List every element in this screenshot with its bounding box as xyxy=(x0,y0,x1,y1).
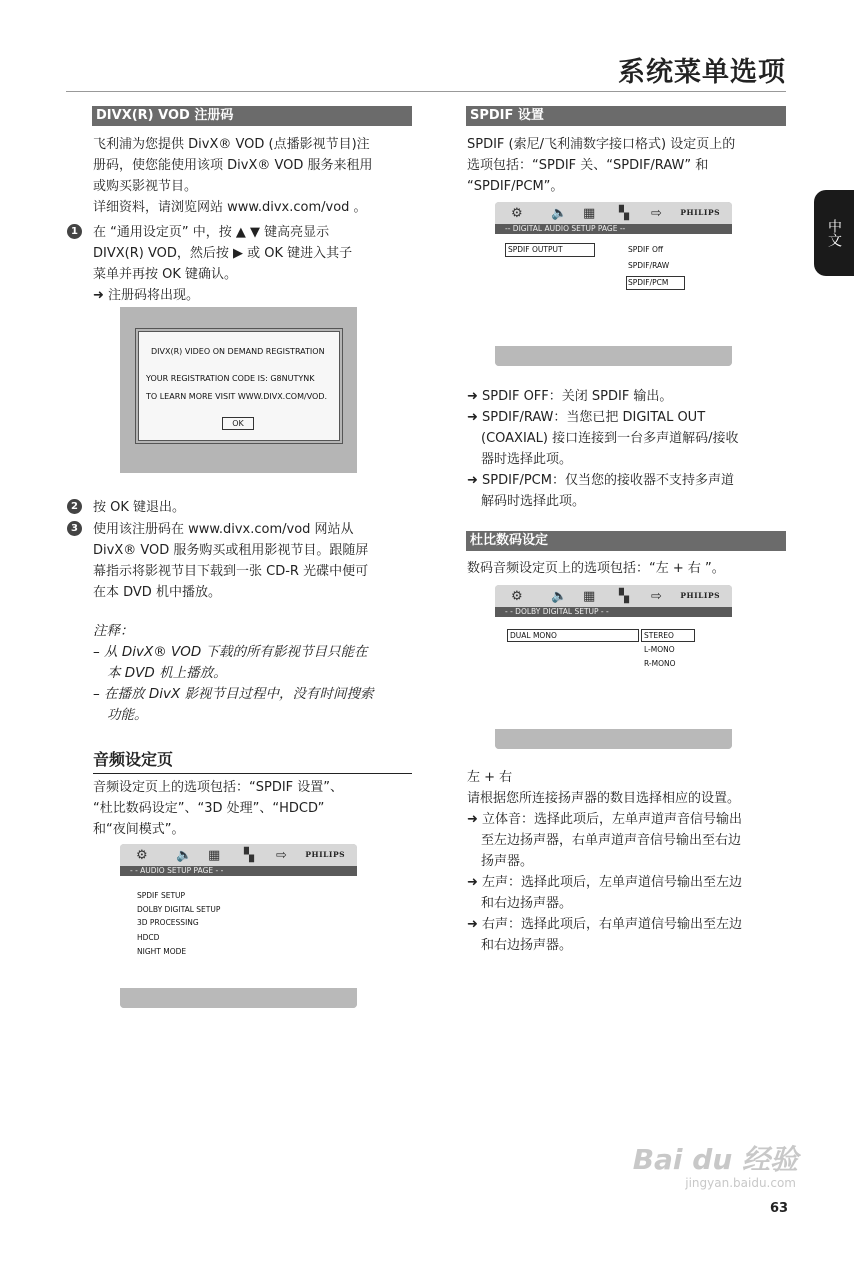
step-number-1: 1 xyxy=(67,224,82,239)
exit-arrow-icon: ⇨ xyxy=(651,206,662,221)
language-tab: 中文 xyxy=(814,190,854,276)
menu-item-dolby-digital-setup[interactable]: DOLBY DIGITAL SETUP xyxy=(137,905,221,914)
audio-heading: 音频设定页 xyxy=(93,747,412,774)
spdif-heading: SPDIF 设置 xyxy=(466,106,786,126)
dolby-sub-label: 左 + 右 xyxy=(467,770,513,785)
speaker-icon: 🔈 xyxy=(551,206,568,221)
right-mono-item: ➜ 右声：选择此项后，右单声道信号输出至左边 xyxy=(467,917,743,932)
screen-icon: ▦ xyxy=(208,848,221,863)
menu-item-night-mode[interactable]: NIGHT MODE xyxy=(137,947,187,956)
divx-step-2: 2 按 OK 键退出。 xyxy=(93,497,423,518)
option-spdif-raw[interactable]: SPDIF/RAW xyxy=(628,261,670,270)
step-number-3: 3 xyxy=(67,521,82,536)
divx-note: 注释： – 从 DivX® VOD 下载的所有影视节目只能在 本 DVD 机上播放。 – 在播放 DivX 影视节目过程中，没有时间搜索 功能。 xyxy=(93,621,423,726)
dolby-details: 左 + 右 请根据您所连接扬声器的数目选择相应的设置。 ➜ 立体音：选择此项后，左单声道声音信号输出 至左边扬声器，右单声道声音信号输出至右边 扬声器。 ➜ 左声：选择此项后，左单声道信号输出至左边 和右边扬声器。 ➜ 右声：选择此项后，右单声道信号输出至左边 和右边扬声器。 xyxy=(467,767,797,956)
screen-icon: ▦ xyxy=(583,589,596,604)
option-spdif-pcm[interactable]: SPDIF/PCM xyxy=(628,278,669,287)
exit-arrow-icon: ⇨ xyxy=(276,848,287,863)
learn-more-text: TO LEARN MORE VISIT WWW.DIVX.COM/VOD. xyxy=(146,392,328,401)
menu-item-spdif-output[interactable]: SPDIF OUTPUT xyxy=(508,245,563,254)
gear-icon: ⚙ xyxy=(136,848,148,863)
speaker-icon: 🔈 xyxy=(176,848,193,863)
option-stereo[interactable]: STEREO xyxy=(644,631,674,640)
divx-step-3: 3 使用该注册码在 www.divx.com/vod 网站从 DivX® VOD 服务购买或租用影视节目。跟随屏 幕指示将影视节目下载到一张 CD-R 光碟中便可 在本 DVD 机中播放。 xyxy=(93,519,423,603)
divx-registration-dialog xyxy=(120,307,357,473)
title-divider xyxy=(66,91,786,92)
spdif-intro: SPDIF (索尼/飞利浦数字接口格式) 设定页上的 选项包括：“SPDIF 关、“SPDIF/RAW” 和 “SPDIF/PCM”。 xyxy=(467,137,736,194)
menu-item-hdcd[interactable]: HDCD xyxy=(137,933,160,942)
dolby-sub-intro: 请根据您所连接扬声器的数目选择相应的设置。 xyxy=(467,791,741,806)
option-r-mono[interactable]: R-MONO xyxy=(644,659,676,668)
speaker-icon: 🔈 xyxy=(551,589,568,604)
dolby-heading: 杜比数码设定 xyxy=(466,531,786,551)
option-spdif-off[interactable]: SPDIF Off xyxy=(628,245,664,254)
menu-item-dual-mono[interactable]: DUAL MONO xyxy=(510,631,557,640)
philips-logo: PHILIPS xyxy=(305,850,345,859)
screen-icon: ▦ xyxy=(583,206,596,221)
left-mono-item: ➜ 左声：选择此项后，左单声道信号输出至左边 xyxy=(467,875,743,890)
digital-audio-setup-screen xyxy=(495,202,732,366)
dolby-intro: 数码音频设定页上的选项包括：“左 + 右 ”。 xyxy=(467,561,725,576)
spdif-raw-item: ➜ SPDIF/RAW：当您已把 DIGITAL OUT xyxy=(467,410,706,425)
philips-logo: PHILIPS xyxy=(680,208,720,217)
philips-logo: PHILIPS xyxy=(680,591,720,600)
stereo-item: ➜ 立体音：选择此项后，左单声道声音信号输出 xyxy=(467,812,743,827)
grid-icon: ▚ xyxy=(244,848,254,863)
option-l-mono[interactable]: L-MONO xyxy=(644,645,675,654)
divx-heading: DIVX(R) VOD 注册码 xyxy=(92,106,412,126)
screen-title-bar: - - DOLBY DIGITAL SETUP - - xyxy=(495,607,732,617)
registration-code: YOUR REGISTRATION CODE IS: G8NUTYNK xyxy=(146,374,315,383)
gear-icon: ⚙ xyxy=(511,589,523,604)
dialog-title: DIVX(R) VIDEO ON DEMAND REGISTRATION xyxy=(151,347,325,356)
gear-icon: ⚙ xyxy=(511,206,523,221)
page-number: 63 xyxy=(770,1201,789,1216)
divx-intro: 飞利浦为您提供 DivX® VOD (点播影视节目)注 册码，使您能使用该项 DivX® VOD 服务来租用 或购买影视节目。 详细资料，请浏览网站 www.divx.com/vod 。 xyxy=(93,137,373,215)
grid-icon: ▚ xyxy=(619,206,629,221)
spdif-pcm-item: ➜ SPDIF/PCM：仅当您的接收器不支持多声道 xyxy=(467,473,734,488)
audio-setup-screen xyxy=(120,844,357,1008)
spdif-options-list: ➜ SPDIF OFF：关闭 SPDIF 输出。 ➜ SPDIF/RAW：当您已把 DIGITAL OUT (COAXIAL) 接口连接到一台多声道解码/接收 器时选择此项。 ➜ SPDIF/PCM：仅当您的接收器不支持多声道 解码时选择此项。 xyxy=(467,386,797,512)
page-title: 系统菜单选项 xyxy=(618,57,786,88)
spdif-off-item: ➜ SPDIF OFF：关闭 SPDIF 输出。 xyxy=(467,389,673,404)
step-number-2: 2 xyxy=(67,499,82,514)
screen-title-bar: - - AUDIO SETUP PAGE - - xyxy=(120,866,357,876)
dialog-ok-button[interactable]: OK xyxy=(222,417,254,430)
screen-title-bar: -- DIGITAL AUDIO SETUP PAGE -- xyxy=(495,224,732,234)
exit-arrow-icon: ⇨ xyxy=(651,589,662,604)
audio-intro: 音频设定页上的选项包括：“SPDIF 设置”、 “杜比数码设定”、“3D 处理”、“HDCD” 和“夜间模式”。 xyxy=(93,780,344,837)
grid-icon: ▚ xyxy=(619,589,629,604)
note-label: 注释： xyxy=(93,623,134,639)
baidu-watermark: Bai du 经验 xyxy=(632,1143,798,1176)
menu-item-3d-processing[interactable]: 3D PROCESSING xyxy=(137,918,199,927)
divx-step-1: 1 在 “通用设定页” 中，按 ▲ ▼ 键高亮显示 DIVX(R) VOD，然后按 ▶ 或 OK 键进入其子 菜单并再按 OK 键确认。 ➜ 注册码将出现。 xyxy=(93,222,423,306)
dolby-digital-setup-screen xyxy=(495,585,732,749)
baidu-watermark-url: jingyan.baidu.com xyxy=(685,1176,796,1190)
menu-item-spdif-setup[interactable]: SPDIF SETUP xyxy=(137,891,186,900)
